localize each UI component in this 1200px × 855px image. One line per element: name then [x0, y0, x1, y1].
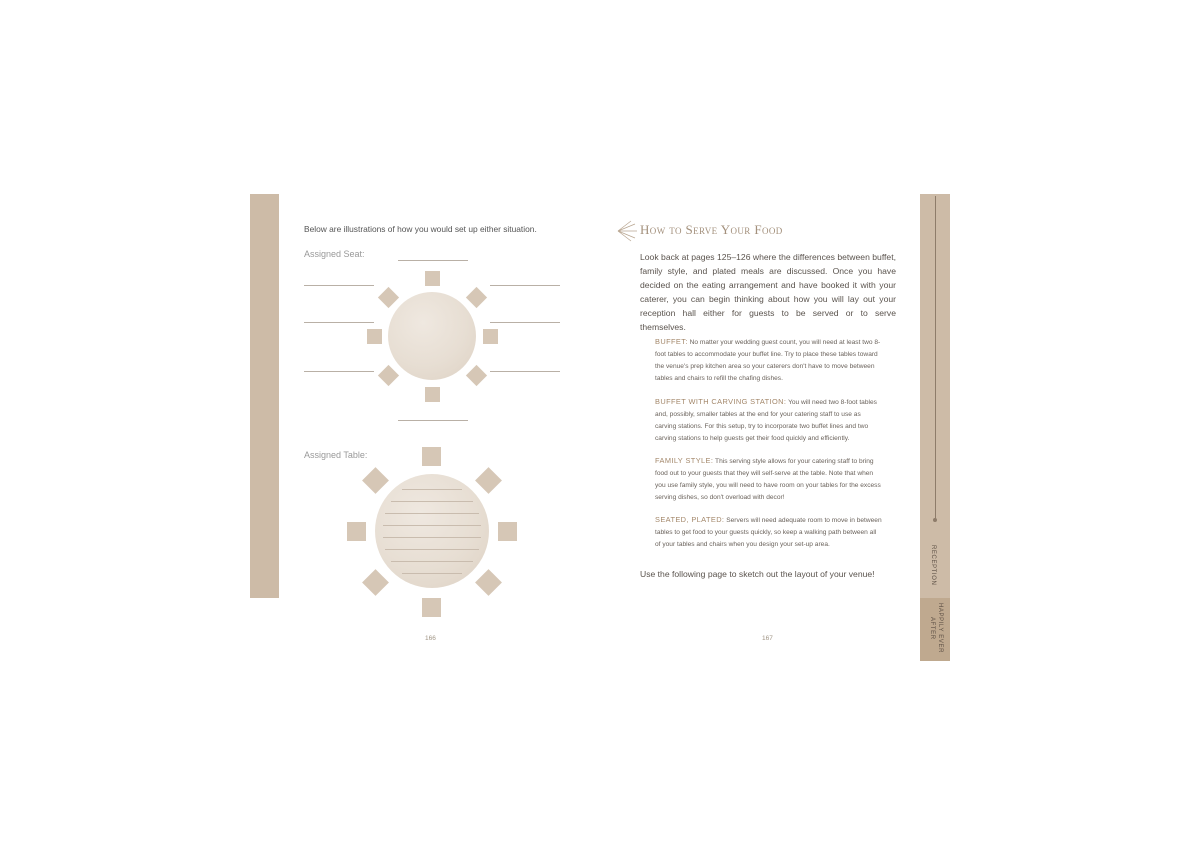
body-paragraph: Look back at pages 125–126 where the differences between buffet, family style, and plated meals are discussed. Once you have decided on the eating arrangement and have booked it with your caterer, you can begin thinking about how you will lay out your reception hall either for guests to be served or to serve themselves. [640, 252, 896, 332]
seat-blank-left-1[interactable] [304, 285, 374, 286]
table-write-line[interactable] [402, 489, 462, 490]
item-seated-plated [655, 514, 883, 551]
tab-happily-ever-after[interactable]: HAPPILY EVER AFTER [929, 603, 943, 653]
chair [466, 365, 487, 386]
table-write-line[interactable] [383, 537, 481, 538]
page-number-left: 166 [425, 635, 436, 642]
item-term: FAMILY STYLE: [655, 456, 714, 465]
chair [362, 467, 389, 494]
seat-blank-top[interactable] [398, 260, 468, 261]
closing-text: Use the following page to sketch out the layout of your venue! [640, 569, 875, 579]
chair [422, 447, 441, 466]
page-number-right: 167 [762, 635, 773, 642]
seat-blank-right-2[interactable] [490, 322, 560, 323]
page-heading: How to Serve Your Food [640, 222, 783, 237]
chair [378, 365, 399, 386]
table-write-line[interactable] [383, 525, 481, 526]
item-term: SEATED, PLATED: [655, 515, 725, 524]
chair [362, 569, 389, 596]
item-text: Servers will need adequate room to move in between tables to get food to your guests quickly, so keep a walking path between all of your tables and chairs when you design your set-up area. [655, 517, 882, 548]
tab-reception[interactable]: RECEPTION [930, 544, 936, 586]
chair [466, 287, 487, 308]
item-text: No matter your wedding guest count, you will need at least two 8-foot tables to accommodate your buffet line. Try to place these tables toward the venue's prep kitchen area so your caterers don't have to move between tables and chairs to refill the chafing dishes. [655, 339, 881, 382]
round-table [375, 474, 489, 588]
chair [378, 287, 399, 308]
chair [483, 329, 498, 344]
chair [347, 522, 366, 541]
assigned-seat-label: Assigned Seat: [304, 249, 365, 259]
item-buffet [655, 336, 883, 385]
chair [475, 467, 502, 494]
left-page-color-band [250, 194, 279, 598]
item-family-style [655, 455, 883, 504]
table-write-line[interactable] [402, 573, 462, 574]
intro-text: Below are illustrations of how you would set up either situation. [304, 224, 537, 234]
chair [422, 598, 441, 617]
item-text: This serving style allows for your catering staff to bring food out to your guests that they will self-serve at the table. Note that when you use family style, you will need to have room on your tables for the excess serving dishes, so don't overload with decor! [655, 458, 881, 501]
table-write-line[interactable] [385, 513, 479, 514]
fan-arrow-icon [617, 220, 639, 242]
round-table [388, 292, 476, 380]
seat-blank-bottom[interactable] [398, 420, 468, 421]
seat-blank-left-3[interactable] [304, 371, 374, 372]
seat-blank-right-3[interactable] [490, 371, 560, 372]
seat-blank-left-2[interactable] [304, 322, 374, 323]
assigned-table-label: Assigned Table: [304, 450, 368, 460]
tab-guide-dot [933, 518, 937, 522]
seat-blank-right-1[interactable] [490, 285, 560, 286]
table-write-line[interactable] [391, 561, 473, 562]
chair [425, 387, 440, 402]
chair [367, 329, 382, 344]
chair [498, 522, 517, 541]
item-text: You will need two 8-foot tables and, possibly, smaller tables at the end for your catering staff to use as carving stations. For this setup, try to incorporate two buffet lines and two carving stations to help guests get their food quickly and efficiently. [655, 399, 877, 442]
chair [425, 271, 440, 286]
item-buffet-carving [655, 396, 883, 445]
table-write-line[interactable] [391, 501, 473, 502]
chair [475, 569, 502, 596]
tab-guide-line [935, 196, 936, 521]
item-term: BUFFET: [655, 337, 688, 346]
table-write-line[interactable] [385, 549, 479, 550]
item-term: BUFFET WITH CARVING STATION: [655, 397, 787, 406]
